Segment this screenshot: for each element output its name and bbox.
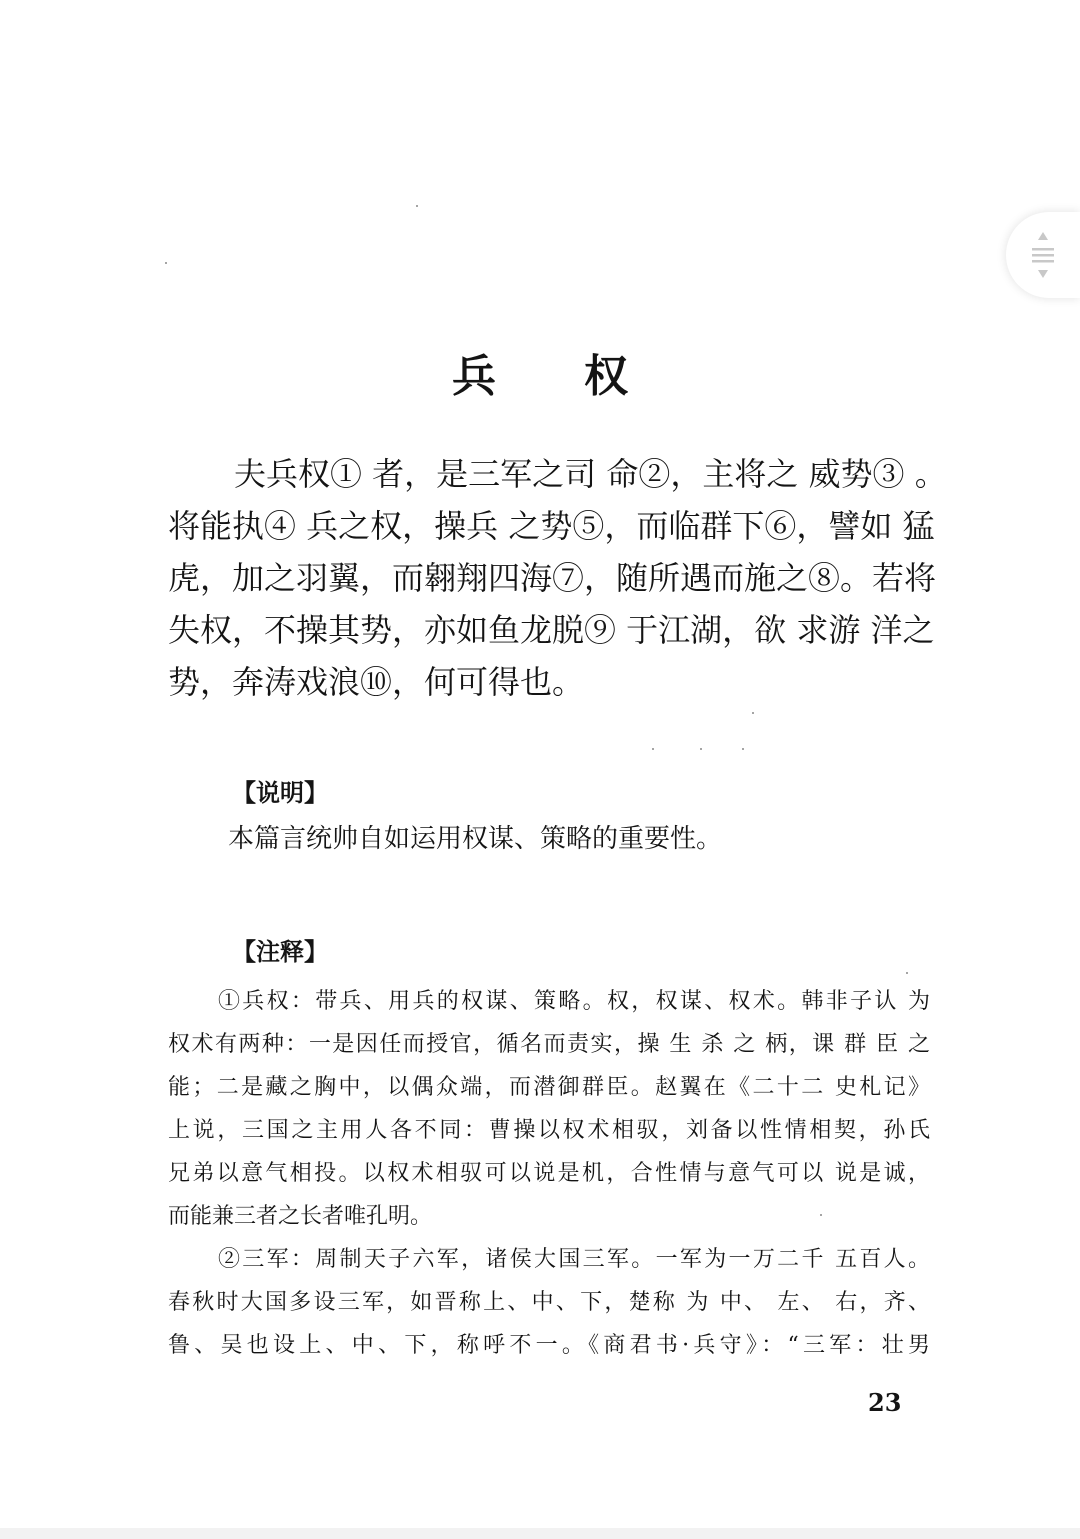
page-number: 23 xyxy=(868,1388,902,1417)
notes-body xyxy=(168,980,930,1367)
scan-speck xyxy=(906,972,908,974)
explanation-text: 本篇言统帅自如运用权谋、策略的重要性。 xyxy=(228,824,723,854)
note-line: 权术有两种：一是因任而授官，循名而责实，操 生 杀 之 柄，课 群 臣 之 xyxy=(168,1032,930,1057)
note-line: 而能兼三者之长者唯孔明。 xyxy=(168,1204,433,1229)
bottom-bar xyxy=(0,1528,1080,1539)
passage-line: 失权，不操其势，亦如鱼龙脱⑨ 于江湖，欲 求游 洋之 xyxy=(168,611,935,649)
note-line: 能；二是藏之胸中，以偶众端，而潜御群臣。赵翼在《二十二 史札记》 xyxy=(168,1075,930,1100)
scan-speck xyxy=(700,748,702,750)
scan-speck xyxy=(742,748,744,750)
note-line: 上说，三国之主用人各不同：曹操以权术相驭，刘备以性情相契，孙氏 xyxy=(168,1118,930,1143)
note-line: 鲁、吴也设上、中、下，称呼不一。《商君书·兵守》：“三军：壮男 xyxy=(168,1333,930,1358)
note-line: 兄弟以意气相投。以权术相驭可以说是机，合性情与意气可以 说是诚， xyxy=(168,1161,930,1186)
note-line: ①兵权：带兵、用兵的权谋、策略。权，权谋、权术。韩非子认 为 xyxy=(218,989,930,1014)
passage-line: 将能执④ 兵之权，操兵 之势⑤，而临群下⑥，譬如 猛 xyxy=(168,507,935,545)
scan-speck xyxy=(165,262,167,264)
title-char-1: 兵 xyxy=(452,351,496,402)
note-line: 春秋时大国多设三军，如晋称上、中、下，楚称 为 中、 左、 右，齐、 xyxy=(168,1290,930,1315)
scan-speck xyxy=(416,205,418,207)
scroll-control[interactable] xyxy=(1006,212,1080,298)
notes-heading: 【注释】 xyxy=(232,937,328,966)
passage-line: 夫兵权① 者，是三军之司 命②，主将之 威势③ 。 xyxy=(234,455,947,493)
scan-speck xyxy=(752,712,754,714)
scan-speck xyxy=(652,748,654,750)
scroll-arrows-icon xyxy=(1028,230,1058,280)
passage-line: 势，奔涛戏浪⑩，何可得也。 xyxy=(168,663,585,701)
title-char-2: 权 xyxy=(584,351,628,402)
chapter-title xyxy=(0,340,1080,404)
main-passage xyxy=(168,448,947,708)
explanation-heading: 【说明】 xyxy=(232,778,328,807)
note-line: ②三军：周制天子六军，诸侯大国三军。一军为一万二千 五百人。 xyxy=(218,1247,930,1272)
scan-speck xyxy=(820,1214,822,1216)
passage-line: 虎，加之羽翼，而翱翔四海⑦，随所遇而施之⑧。若将 xyxy=(168,559,937,597)
